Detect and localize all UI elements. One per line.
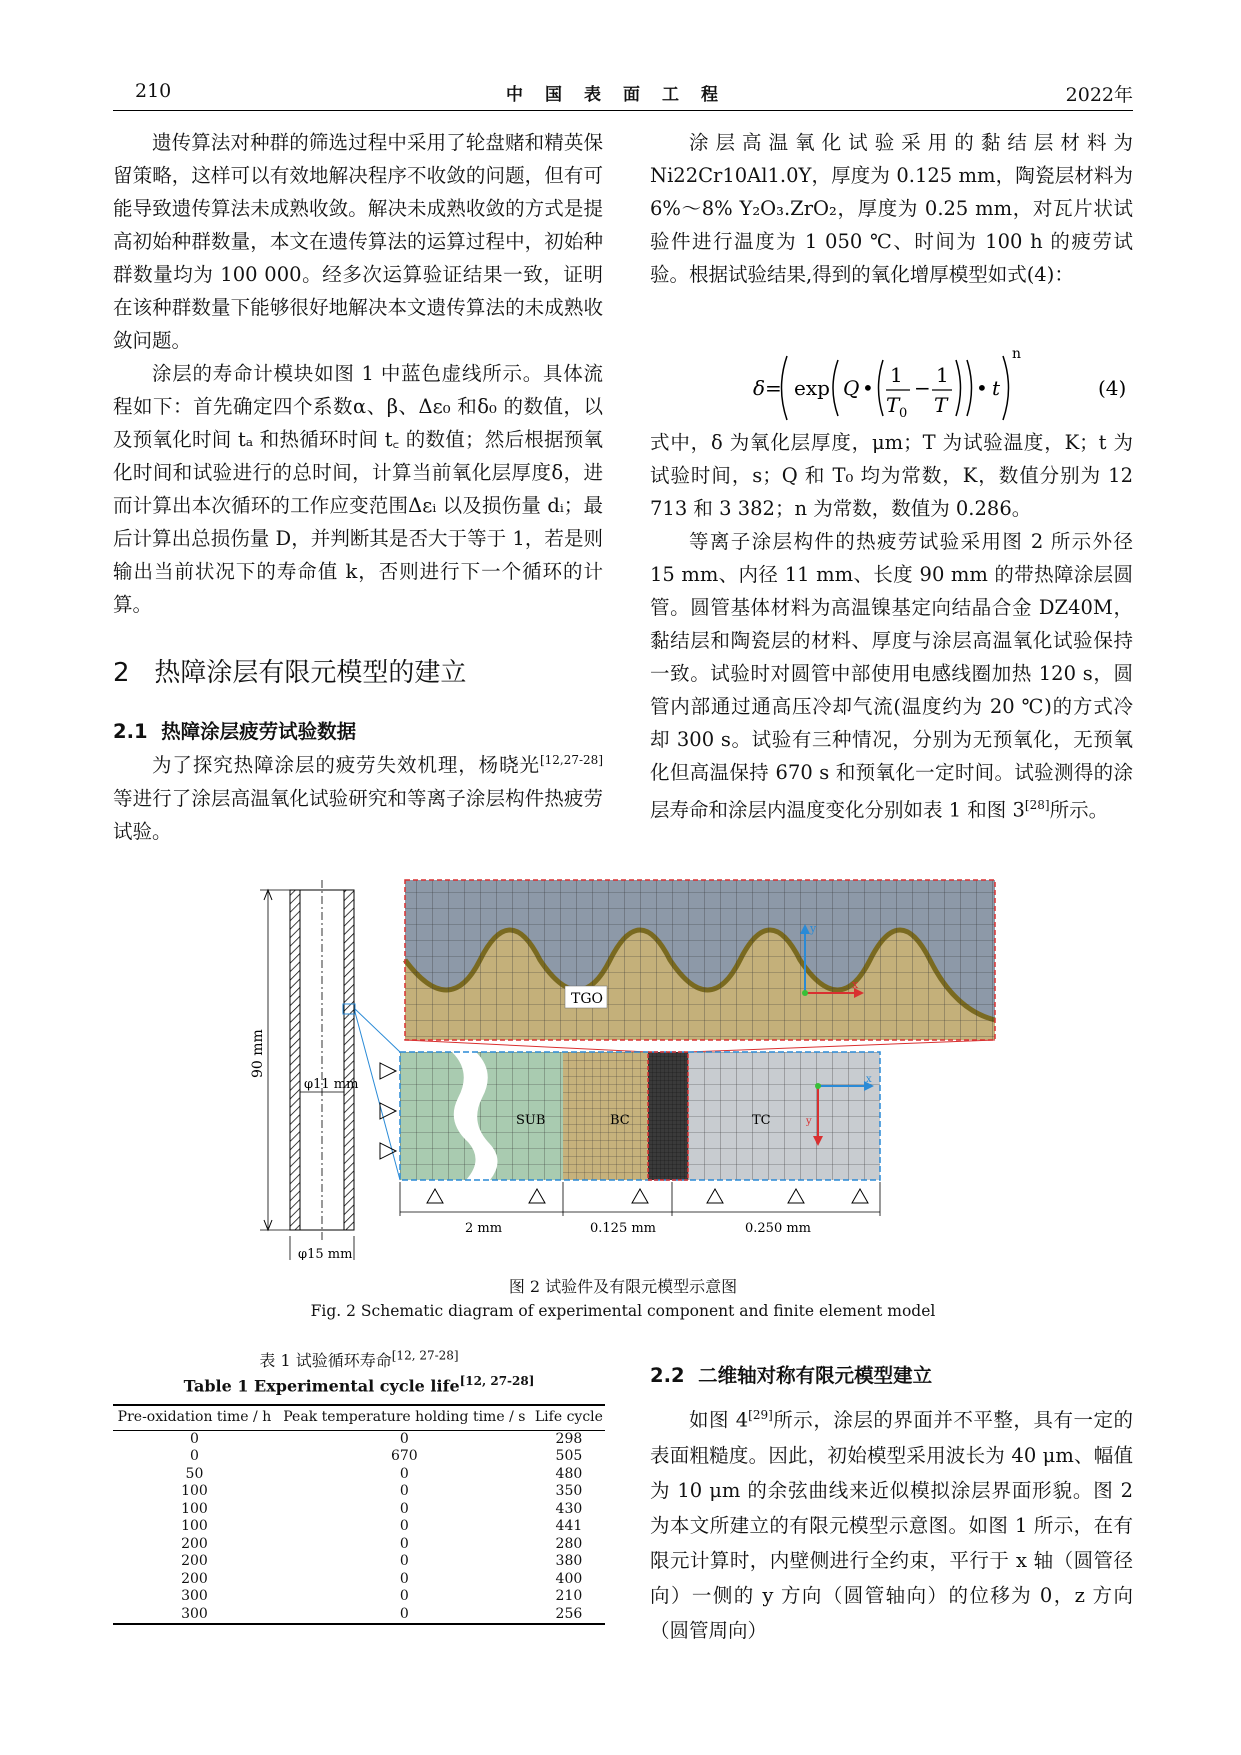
section22-text: 如图 4[29]所示，涂层的界面并不平整，具有一定的表面粗糙度。因此，初始模型采用波长为 40 μm、幅值为 10 μm 的余弦曲线来近似模拟涂层界面形貌。图 2 为本文所建立的有限元模型示意图。如图 1 所示，在有限元计算时，内壁侧进行全约束，平行于 x 轴（圆管径向）一侧的 y 方向（圆管轴向）的位移为 0，z 方向（圆管周向）	[650, 1408, 1133, 1642]
table-row: 300 0 256	[113, 1606, 605, 1625]
svg-text:(4): (4)	[1098, 376, 1127, 400]
svg-text:n: n	[1012, 346, 1022, 362]
table-row: 100 0 430	[181, 1500, 583, 1517]
table-header: Pre-oxidation time / h	[113, 1405, 276, 1430]
label-sub: SUB	[516, 1113, 546, 1128]
label-2mm: 2 mm	[465, 1221, 503, 1236]
fe-model	[380, 1052, 880, 1236]
svg-text:•: •	[976, 376, 988, 400]
paragraph: 式中，δ 为氧化层厚度，μm；T 为试验温度，K；t 为试验时间，s；Q 和 T₀ 均为常数，K，数值分别为 12 713 和 3 382；n 为常数，数值为 0.286。	[650, 431, 1133, 520]
page-number: 210	[135, 80, 172, 102]
label-bc: BC	[610, 1113, 630, 1128]
svg-text:x: x	[866, 1074, 872, 1085]
table-row: 200 0 280	[181, 1535, 583, 1552]
label-tc: TC	[752, 1113, 771, 1128]
tube-schematic	[250, 880, 400, 1260]
equation-svg	[650, 338, 1133, 428]
page-header	[113, 80, 1133, 106]
figure-caption-cn: 图 2 试验件及有限元模型示意图	[508, 1277, 738, 1296]
paragraph: 涂层的寿命计模块如图 1 中蓝色虚线所示。具体流程如下：首先确定四个系数α、β、Δε₀ 和δ₀ 的数值，以及预氧化时间 tₐ 和热循环时间 t꜀ 的数值；然后根据预氧化时间和试验进行的总时间，计算当前氧化层厚度δ，进而计算出本次循环的工作应变范围Δεᵢ 以及损伤量 dᵢ；最后计算出总损伤量 D，并判断其是否大于等于 1，若是则输出当前状况下的寿命值 k，否则进行下一个循环的计算。	[113, 362, 603, 616]
table-row: 300 0 210	[181, 1588, 583, 1604]
axis-x: x	[852, 978, 859, 991]
label-tgo: TGO	[571, 991, 603, 1007]
table-header: Peak temperature holding time / s	[276, 1405, 533, 1430]
table-caption-en: Table 1 Experimental cycle life[12, 27-28]	[183, 1374, 535, 1396]
label-90mm: 90 mm	[250, 1029, 266, 1078]
subsection-heading: 2.1 热障涂层疲劳试验数据	[113, 720, 357, 743]
figure-caption-en: Fig. 2 Schematic diagram of experimental component and finite element model	[310, 1302, 936, 1320]
table-row: 200 0 400	[181, 1570, 583, 1587]
header-rule	[113, 110, 1133, 111]
table-row: 0 670 505	[189, 1448, 583, 1464]
tgo-zoom	[405, 880, 995, 1052]
svg-text:y: y	[806, 1116, 812, 1127]
svg-text:1: 1	[890, 363, 903, 387]
section21-text: 为了探究热障涂层的疲劳失效机理，杨晓光[12,27-28]等进行了涂层高温氧化试验研究和等离子涂层构件热疲劳试验。	[113, 753, 603, 843]
right-column-cont	[650, 426, 1133, 827]
section-heading: 2 热障涂层有限元模型的建立	[113, 658, 467, 688]
equation-4	[650, 338, 1133, 428]
paragraph: 等离子涂层构件的热疲劳试验采用图 2 所示外径 15 mm、内径 11 mm、长度 90 mm 的带热障涂层圆管。圆管基体材料为高温镍基定向结晶合金 DZ40M，黏结层和陶瓷层的材料、厚度与涂层高温氧化试验保持一致。试验时对圆管中部使用电感线圈加热 120 s，圆管内部通过通高压冷却气流(温度约为 20 ℃)的方式冷却 300 s。试验有三种情况，分别为无预氧化，无预氧化但高温保持 670 s 和预氧化一定时间。试验测得的涂层寿命和涂层内温度变化分别如表 1 和图 3[28]所示。	[650, 530, 1133, 822]
svg-text:T: T	[886, 393, 900, 417]
label-phi15: φ15 mm	[298, 1247, 353, 1260]
svg-text:t: t	[992, 376, 1001, 400]
paragraph: 遗传算法对种群的筛选过程中采用了轮盘赌和精英保留策略，这样可以有效地解决程序不收敛的问题，但有可能导致遗传算法未成熟收敛。解决未成熟收敛的方式是提高初始种群数量，本文在遗传算法的运算过程中，初始种群数量均为 100 000。经多次运算验证结果一致，证明在该种群数量下能够很好地解决本文遗传算法的未成熟收敛问题。	[113, 131, 603, 352]
table-row: 200 0 380	[181, 1553, 583, 1569]
paragraph: 涂层高温氧化试验采用的黏结层材料为 Ni22Cr10Al1.0Y，厚度为 0.125 mm，陶瓷层材料为 6%～8% Y₂O₃.ZrO₂，厚度为 0.25 mm，对瓦片状试验件进行温度为 1 050 ℃、时间为 100 h 的疲劳试验。根据试验结果,得到的氧化增厚模型如式(4)：	[650, 131, 1133, 286]
axis-y: y	[810, 922, 817, 935]
figure-2	[240, 860, 1140, 1260]
label-0250mm: 0.250 mm	[745, 1221, 812, 1236]
table-row: 50 0 480	[185, 1465, 583, 1482]
svg-text:−: −	[914, 376, 931, 400]
label-phi11: φ11 mm	[304, 1077, 359, 1092]
subsection-heading: 2.2 二维轴对称有限元模型建立	[650, 1364, 933, 1387]
table-header: Life cycle	[533, 1405, 605, 1430]
svg-text:•: •	[862, 376, 874, 400]
right-column	[650, 126, 1133, 291]
label-0125mm: 0.125 mm	[590, 1221, 657, 1236]
svg-text:exp: exp	[794, 376, 830, 400]
svg-text:0: 0	[899, 406, 908, 421]
table-row: 100 0 441	[181, 1518, 583, 1534]
left-column	[113, 126, 603, 621]
svg-text:1: 1	[936, 363, 949, 387]
year: 2022年	[1065, 84, 1133, 106]
table-row: 100 0 350	[181, 1483, 583, 1499]
table-1	[113, 1404, 605, 1625]
table-caption-cn: 表 1 试验循环寿命[12, 27-28]	[259, 1348, 459, 1370]
svg-text:Q: Q	[843, 376, 860, 400]
journal-title: 中国表面工程	[506, 85, 740, 105]
svg-text:T: T	[934, 393, 948, 417]
table-row: 0 0 298	[189, 1430, 583, 1447]
svg-text:δ=: δ=	[753, 376, 782, 400]
